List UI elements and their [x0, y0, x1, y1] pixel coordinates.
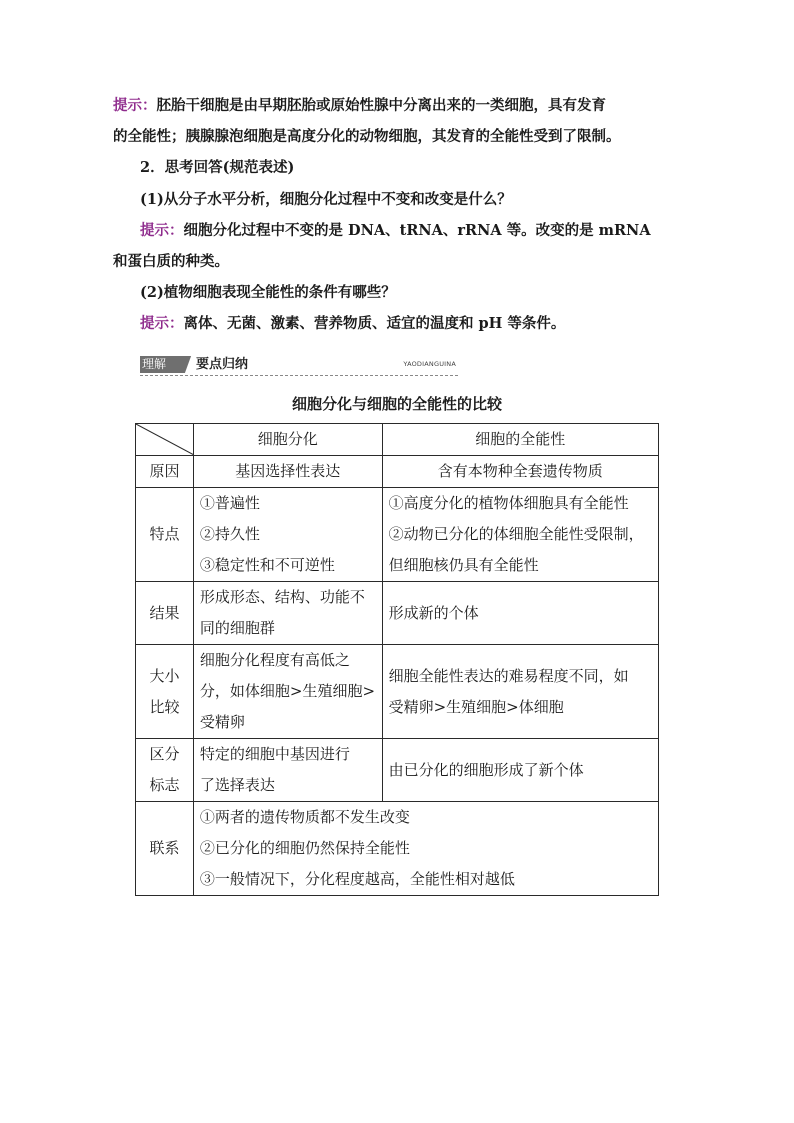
table-cell — [193, 582, 382, 645]
table-row — [136, 488, 659, 582]
hint-text: 胚胎干细胞是由早期胚胎或原始性腺中分离出来的一类细胞，具有发育 — [156, 97, 606, 114]
row-label: 特点 — [136, 488, 194, 582]
cell-line: 特定的细胞中基因进行 — [199, 745, 350, 763]
cell-line: 形成形态、结构、功能不 — [199, 588, 365, 606]
table-cell — [193, 645, 382, 739]
banner-tag: 理解 — [140, 356, 184, 373]
hint-label: 提示： — [113, 97, 157, 114]
header-totipotency: 细胞的全能性 — [382, 424, 658, 456]
diagonal-line — [136, 424, 194, 455]
cell-line: ②持久性 — [199, 525, 260, 543]
cell-line: ①普遍性 — [199, 494, 260, 512]
label-line: 标志 — [149, 776, 180, 794]
cell-line: 受精卵>生殖细胞>体细胞 — [388, 697, 564, 716]
hint-label: 提示： — [140, 222, 184, 239]
question-2-2: (2)植物细胞表现全能性的条件有哪些？ — [140, 284, 396, 301]
section-banner — [140, 354, 458, 376]
table-title: 细胞分化与细胞的全能性的比较 — [291, 395, 502, 413]
answer-text: 离体、无菌、激素、营养物质、适宜的温度和 pH 等条件。 — [183, 315, 566, 332]
cell-line: ②已分化的细胞仍然保持全能性 — [199, 839, 410, 857]
diagonal-header-cell — [136, 424, 194, 456]
cell-line: 细胞全能性表达的难易程度不同，如 — [388, 666, 629, 685]
table-cell — [193, 802, 658, 896]
cell-line: 分，如体细胞>生殖细胞> — [199, 682, 376, 700]
row-label — [136, 645, 194, 739]
table-cell — [193, 739, 382, 802]
cell-line: ②动物已分化的体细胞全能性受限制， — [388, 525, 644, 543]
table-cell: 基因选择性表达 — [193, 456, 382, 488]
answer-2-2 — [140, 314, 565, 334]
cell-line: ③一般情况下，分化程度越高，全能性相对越低 — [199, 870, 515, 888]
table-cell — [382, 645, 658, 739]
row-label: 原因 — [136, 456, 194, 488]
hint-paragraph-1 — [113, 96, 606, 116]
hint-paragraph-1-line-2: 的全能性；胰腺腺泡细胞是高度分化的动物细胞，其发育的全能性受到了限制。 — [113, 128, 621, 145]
cell-line: 同的细胞群 — [199, 619, 275, 637]
row-label: 结果 — [136, 582, 194, 645]
cell-line: 受精卵 — [199, 713, 245, 731]
cell-line: 细胞分化程度有高低之 — [199, 651, 350, 669]
banner-subtitle: YAODIANGUINA — [403, 360, 456, 368]
table-header-row — [136, 424, 659, 456]
cell-line: ①两者的遗传物质都不发生改变 — [199, 808, 410, 826]
banner-divider — [140, 375, 458, 376]
label-line: 比较 — [149, 697, 180, 716]
comparison-table — [135, 423, 659, 896]
cell-line: ③稳定性和不可逆性 — [199, 556, 335, 574]
row-label: 联系 — [136, 802, 194, 896]
table-cell: 形成新的个体 — [382, 582, 658, 645]
answer-text: 细胞分化过程中不变的是 DNA、tRNA、rRNA 等。改变的是 mRNA — [183, 222, 651, 239]
table-cell — [382, 488, 658, 582]
answer-2-1-line-2: 和蛋白质的种类。 — [113, 253, 229, 270]
table-cell: 含有本物种全套遗传物质 — [382, 456, 658, 488]
table-row — [136, 739, 659, 802]
label-line: 区分 — [149, 745, 180, 763]
table-row — [136, 582, 659, 645]
question-2-1: (1)从分子水平分析，细胞分化过程中不变和改变是什么？ — [140, 191, 512, 208]
cell-line: ①高度分化的植物体细胞具有全能性 — [388, 494, 629, 512]
table-row — [136, 456, 659, 488]
table-row — [136, 645, 659, 739]
header-differentiation: 细胞分化 — [193, 424, 382, 456]
question-2-heading: 2．思考回答(规范表述) — [140, 159, 295, 176]
table-cell — [193, 488, 382, 582]
table-cell: 由已分化的细胞形成了新个体 — [382, 739, 658, 802]
cell-line: 了选择表达 — [199, 776, 275, 794]
banner-title: 要点归纳 — [196, 357, 249, 372]
table-row — [136, 802, 659, 896]
cell-line: 但细胞核仍具有全能性 — [388, 556, 539, 574]
label-line: 大小 — [149, 666, 180, 685]
row-label — [136, 739, 194, 802]
hint-label: 提示： — [140, 315, 184, 332]
answer-2-1 — [140, 221, 651, 241]
